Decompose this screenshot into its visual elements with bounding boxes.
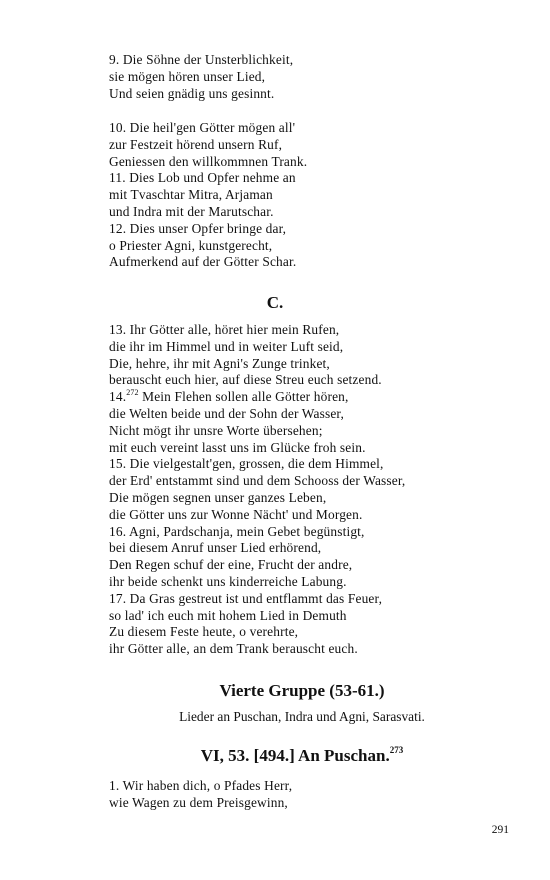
- verse-line: die Götter uns zur Wonne Nächt' und Morgen.: [109, 506, 363, 522]
- verse-line: so lad' ich euch mit hohem Lied in Demuth: [109, 607, 347, 623]
- footnote-ref[interactable]: 273: [389, 745, 404, 755]
- verse-line: 13. Ihr Götter alle, höret hier mein Rufen,: [109, 322, 340, 337]
- verse-line: ihr beide schenkt uns kinderreiche Labung.: [109, 573, 347, 589]
- verse-line: zur Festzeit hörend unsern Ruf,: [109, 136, 283, 152]
- group-heading: Vierte Gruppe (53-61.): [219, 681, 385, 700]
- verse-line: 10. Die heil'gen Götter mögen all': [109, 120, 296, 135]
- verse-line: Die mögen segnen unser ganzes Leben,: [109, 489, 327, 505]
- verse-line: mit Tvaschtar Mitra, Arjaman: [109, 187, 273, 203]
- verse-line: Geniessen den willkommnen Trank.: [109, 153, 308, 169]
- verse-line: ihr Götter alle, an dem Trank berauscht euch.: [109, 641, 358, 657]
- hymn-heading-text: VI, 53. [494.] An Puschan.: [200, 746, 390, 765]
- verse-line: Den Regen schuf der eine, Frucht der andre,: [109, 557, 353, 573]
- verse-line: 15. Die vielgestalt'gen, grossen, die dem Himmel,: [109, 456, 384, 472]
- verse-number: 14.: [109, 389, 127, 405]
- verse-line-14: [109, 389, 509, 406]
- verse-line: Nicht mögt ihr unsre Worte übersehen;: [109, 422, 323, 438]
- verse-line: der Erd' entstammt sind und dem Schooss der Wasser,: [109, 473, 406, 489]
- verse-line: und Indra mit der Marutschar.: [109, 203, 274, 219]
- verse-line: 17. Da Gras gestreut ist und entflammt das Feuer,: [109, 590, 383, 606]
- verse-line: 1. Wir haben dich, o Pfades Herr,: [109, 778, 293, 793]
- verse-line: die ihr im Himmel und in weiter Luft seid,: [109, 338, 344, 354]
- verse-line: 9. Die Söhne der Unsterblichkeit,: [109, 52, 294, 67]
- verse-block-10-12: [109, 120, 509, 271]
- verse-line: berauscht euch hier, auf diese Streu euch setzend.: [109, 372, 382, 388]
- verse-line: Zu diesem Feste heute, o verehrte,: [109, 624, 299, 640]
- verse-line: Die, hehre, ihr mit Agni's Zunge trinket,: [109, 355, 330, 371]
- verse-line: 12. Dies unser Opfer bringe dar,: [109, 220, 287, 236]
- verse-block-hymn: [109, 778, 509, 812]
- footnote-ref[interactable]: 272: [126, 388, 139, 398]
- verse-text: Mein Flehen sollen alle Götter hören,: [138, 389, 349, 405]
- verse-block-13-17: [109, 322, 509, 658]
- verse-line: Aufmerkend auf der Götter Schar.: [109, 254, 297, 270]
- verse-line: wie Wagen zu dem Preisgewinn,: [109, 794, 288, 810]
- group-subheading: Lieder an Puschan, Indra und Agni, Sarasvati.: [179, 709, 425, 724]
- verse-line: o Priester Agni, kunstgerecht,: [109, 237, 273, 253]
- page-number: 291: [491, 824, 509, 836]
- section-heading: C.: [266, 293, 284, 312]
- verse-line: Und seien gnädig uns gesinnt.: [109, 85, 275, 101]
- verse-line: bei diesem Anruf unser Lied erhörend,: [109, 540, 322, 556]
- verse-line: 16. Agni, Pardschanja, mein Gebet begünstigt,: [109, 523, 365, 539]
- verse-line: 11. Dies Lob und Opfer nehme an: [109, 170, 296, 186]
- verse-line: sie mögen hören unser Lied,: [109, 68, 266, 84]
- verse-block-9: [109, 52, 509, 102]
- verse-line: mit euch vereint lasst uns im Glücke froh sein.: [109, 439, 366, 455]
- verse-line: die Welten beide und der Sohn der Wasser,: [109, 405, 345, 421]
- hymn-heading: [0, 746, 550, 766]
